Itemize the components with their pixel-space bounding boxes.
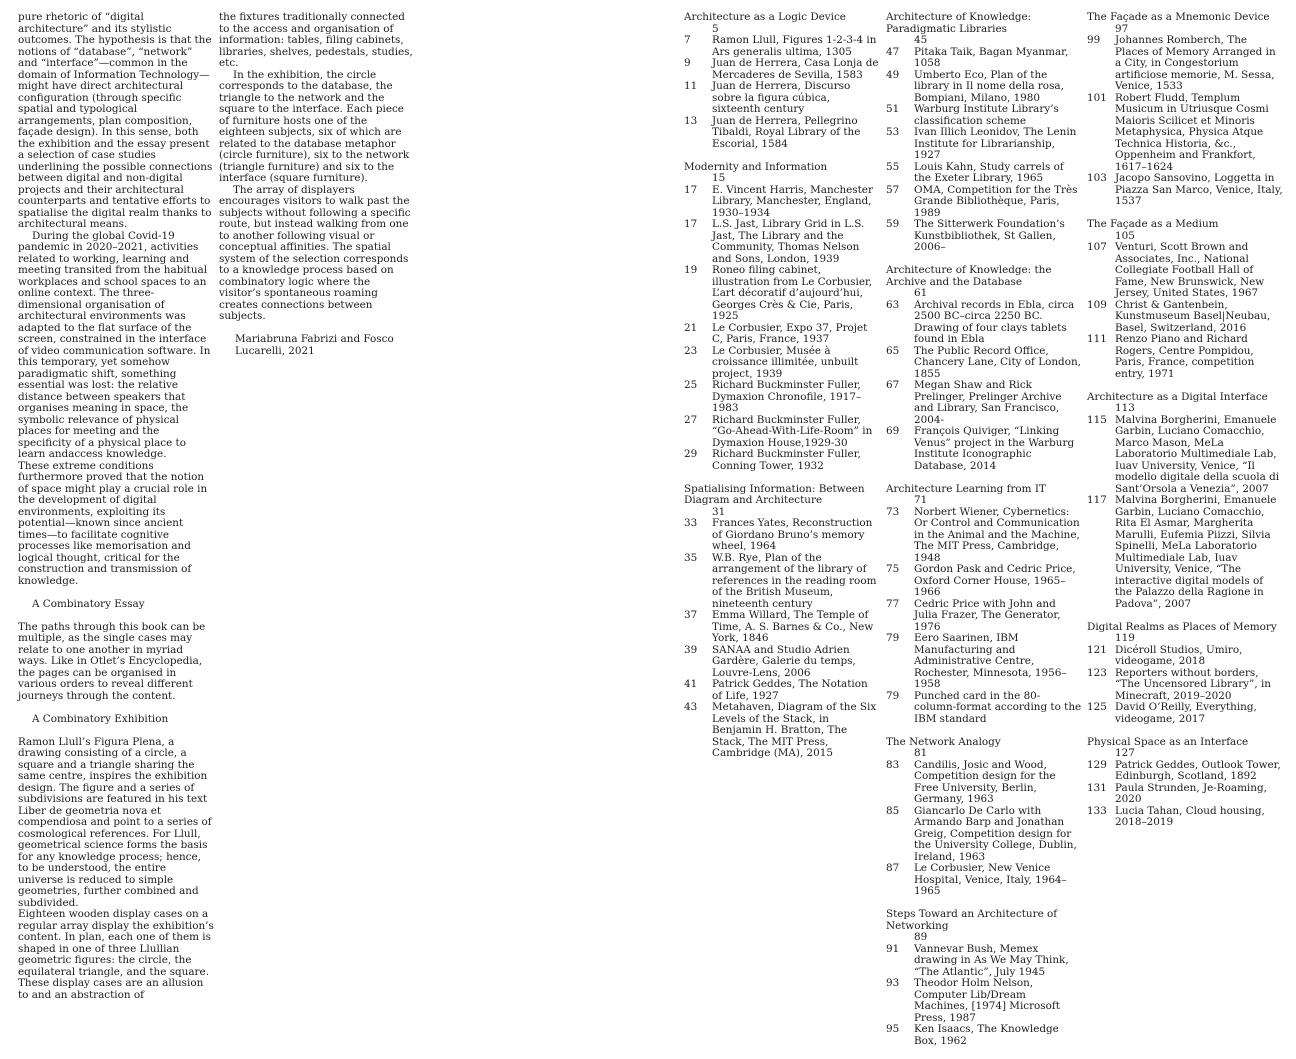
toc-entry-page: 73 — [886, 505, 900, 518]
toc-section — [886, 909, 1082, 1047]
toc-entry-page: 133 — [1087, 804, 1107, 817]
toc-entry-text: Le Corbusier, New Venice Hospital, Venice, Italy, 1964–1965 — [914, 862, 1067, 897]
toc-entry — [1087, 415, 1283, 496]
toc-entry-page: 39 — [684, 643, 698, 656]
toc-entry-text: Candilis, Josic and Wood, Competition design for the Free University, Berlin, Germany, 1963 — [914, 758, 1056, 805]
toc-entry — [1087, 760, 1283, 783]
toc-entry-page: 63 — [886, 298, 900, 311]
toc-entry — [886, 380, 1082, 426]
toc-section-title: Architecture as a Digital Interface — [1087, 390, 1268, 403]
toc-entry-page: 43 — [684, 701, 698, 713]
toc-entry-text: Archival records in Ebla, circa 2500 BC–circa 2250 BC. Drawing of four clays tablets found in Ebla — [914, 298, 1075, 345]
toc-entry — [684, 610, 880, 645]
toc-entry-text: Ken Isaacs, The Knowledge Box, 1962 — [914, 1023, 1059, 1047]
toc-entry-page: 83 — [886, 758, 900, 771]
toc-entry-page: 59 — [886, 218, 900, 230]
toc-entry — [684, 380, 880, 415]
toc-entry — [886, 219, 1082, 254]
toc-entry-text: François Quiviger, “Linking Venus” project in the Warburg Institute Iconographic Database, 2014 — [914, 425, 1075, 472]
toc-entry-page: 41 — [684, 678, 698, 690]
toc-entry-page: 21 — [684, 321, 698, 334]
toc-entry-text: Richard Buckminster Fuller, “Go-Ahead-With-Life-Room” in Dymaxion House,1929-30 — [712, 413, 873, 449]
toc-entry-text: E. Vincent Harris, Manchester Library, Manchester, England, 1930–1934 — [712, 183, 873, 219]
toc-entry-text: Le Corbusier, Musée à croissance illimitée, unbuilt project, 1939 — [712, 344, 859, 380]
toc-section — [886, 265, 1082, 472]
toc-entry-page: 131 — [1087, 781, 1107, 794]
toc-entry-page: 29 — [684, 448, 698, 460]
toc-entry-page: 17 — [684, 183, 698, 196]
essay-paragraph: the fixtures traditionally connected to the access and organisation of information: tables, filing cabinets, libraries, shelves, pedestals, studies, etc. — [219, 11, 413, 69]
toc-section-page: 89 — [914, 931, 928, 943]
toc-entry-text: Patrick Geddes, The Notation of Life, 1927 — [712, 678, 868, 702]
toc-entry — [886, 1024, 1082, 1047]
toc-entry — [886, 633, 1082, 691]
toc-entry — [684, 185, 880, 220]
toc-entry-text: Dicéroll Studios, Umiro, videogame, 2018 — [1115, 643, 1243, 667]
toc-entry-page: 53 — [886, 126, 900, 138]
toc-section-title: Modernity and Information — [684, 160, 828, 173]
toc-entry-page: 115 — [1087, 413, 1107, 426]
toc-entry — [1087, 242, 1283, 300]
toc-entry-page: 111 — [1087, 333, 1107, 345]
toc-entry-text: Frances Yates, Reconstruction of Giordano Bruno’s memory wheel, 1964 — [712, 517, 873, 552]
essay-column-1 — [18, 12, 214, 1001]
toc-section-page: 45 — [914, 34, 928, 46]
toc-entry — [1087, 783, 1283, 806]
essay-paragraph: These extreme conditions furthermore proved that the notion of space might play a crucial role in the development of digital environments, exploiting its potential—known since ancient times—to facilitate cognitive processes like memorisation and logical thought, critical for the construction and transmission of knowledge. — [18, 459, 208, 587]
toc-entry-page: 91 — [886, 942, 900, 955]
toc-entry-text: Le Corbusier, Expo 37, Projet C, Paris, France, 1937 — [712, 321, 868, 345]
toc-section-title: The Façade as a Mnemonic Device — [1087, 11, 1270, 23]
toc-entry-page: 11 — [684, 80, 698, 92]
toc-entry — [886, 863, 1082, 898]
toc-entry — [1087, 334, 1283, 380]
toc-entry-text: Pitaka Taik, Bagan Myanmar, 1058 — [914, 45, 1069, 69]
toc-entry-text: Jacopo Sansovino, Loggetta in Piazza San Marco, Venice, Italy, 1537 — [1115, 172, 1283, 207]
toc-entry-page: 123 — [1087, 666, 1107, 679]
essay-column-2 — [219, 12, 415, 357]
toc-entry-text: The Sitterwerk Foundation’s Kunstbibliothek, St Gallen, 2006– — [914, 218, 1065, 253]
toc-entry-page: 99 — [1087, 34, 1101, 46]
toc-entry-page: 19 — [684, 264, 698, 276]
toc-entry-text: W.B. Rye, Plan of the arrangement of the library of references in the reading room of the British Museum, nineteenth century — [712, 551, 877, 610]
toc-section-title: The Façade as a Medium — [1087, 218, 1219, 230]
toc-entry — [684, 219, 880, 265]
toc-entry-text: Ramon Llull, Figures 1-2-3-4 in Ars generalis ultima, 1305 — [712, 34, 877, 58]
toc-entry-text: Ivan Illich Leonidov, The Lenin Institute for Librarianship, 1927 — [914, 126, 1077, 161]
toc-entry-text: Paula Strunden, Je-Roaming, 2020 — [1115, 781, 1267, 805]
toc-section-title: Architecture Learning from IT — [886, 482, 1046, 495]
essay-paragraph: During the global Covid-19 pandemic in 2020–2021, activities related to working, learning and meeting transited from the habitual workplaces and school spaces to an online context. The three-dimensional organisation of architectural environments was adapted to the flat surface of the screen, constrained in the interface of video communication software. In this temporary, yet somehow paradigmatic shift, something essential was lost: the relative distance between speakers that organises meaning in space, the symbolic relevance of physical places for meeting and the specificity of a physical place to learn andaccess knowledge. — [18, 229, 211, 460]
essay-paragraph: The paths through this book can be multiple, as the single cases may relate to one another in myriad ways. Like in Otlet’s Encyclopedia, the pages can be organised in various orders to reveal different journeys through the content. — [18, 620, 206, 702]
toc-entry-page: 27 — [684, 413, 698, 426]
toc-section — [684, 484, 880, 760]
toc-entry — [886, 760, 1082, 806]
section-heading: A Combinatory Exhibition — [32, 712, 169, 725]
toc-entry — [886, 300, 1082, 346]
toc-entry-text: Lucia Tahan, Cloud housing, 2018–2019 — [1115, 804, 1265, 828]
toc-entry-text: Metahaven, Diagram of the Six Levels of the Stack, in Benjamin H. Bratton, The Stack, The MIT Press, Cambridge (MA), 2015 — [712, 701, 877, 759]
toc-entry — [1087, 300, 1283, 335]
toc-entry-page: 75 — [886, 563, 900, 575]
toc-entry-text: The Public Record Office, Chancery Lane, City of London, 1855 — [914, 344, 1081, 380]
toc-entry-text: Louis Kahn, Study carrels of the Exeter Library, 1965 — [914, 160, 1064, 184]
toc-entry — [886, 564, 1082, 599]
toc-section-title: Digital Realms as Places of Memory — [1087, 620, 1277, 633]
toc-entry-page: 125 — [1087, 701, 1107, 713]
toc-section-page: 5 — [712, 22, 719, 35]
toc-section-title: The Network Analogy — [886, 735, 1001, 748]
toc-section-page: 97 — [1115, 22, 1129, 35]
toc-column-2 — [886, 12, 1082, 1059]
essay-paragraph: In the exhibition, the circle corresponds to the database, the triangle to the network and the square to the interface. Each piece of furniture hosts one of the eighteen subjects, six of which are related to the database metaphor (circle furniture), six to the network (triangle furniture) and six to the interface (square furniture). — [219, 68, 410, 184]
toc-entry-page: 79 — [886, 689, 900, 702]
toc-entry — [1087, 702, 1283, 725]
toc-entry-page: 67 — [886, 379, 900, 391]
toc-entry-page: 51 — [886, 103, 900, 115]
toc-entry-text: Christ & Gantenbein, Kunstmuseum Basel|Neubau, Basel, Switzerland, 2016 — [1115, 298, 1271, 334]
toc-entry — [684, 553, 880, 611]
toc-entry-text: Eero Saarinen, IBM Manufacturing and Administrative Centre, Rochester, Minnesota, 1956–1958 — [914, 632, 1067, 690]
toc-entry-text: Norbert Wiener, Cybernetics: Or Control and Communication in the Animal and the Machine, The MIT Press, Cambridge, 1948 — [914, 505, 1080, 564]
toc-entry — [886, 127, 1082, 162]
toc-section-page: 119 — [1115, 632, 1135, 644]
toc-section-page: 71 — [914, 494, 928, 506]
toc-entry — [684, 116, 880, 151]
toc-entry-page: 101 — [1087, 91, 1107, 104]
toc-entry — [886, 104, 1082, 127]
toc-entry-text: Reporters without borders, “The Uncensored Library”, in Minecraft, 2019–2020 — [1115, 666, 1271, 702]
toc-section — [886, 484, 1082, 726]
toc-entry-text: L.S. Jast, Library Grid in L.S. Jast, The Library and the Community, Thomas Nelson and Sons, London, 1939 — [712, 218, 865, 265]
toc-entry — [684, 679, 880, 702]
toc-entry-text: Richard Buckminster Fuller, Conning Tower, 1932 — [712, 448, 861, 472]
toc-entry-text: Malvina Borgherini, Emanuele Garbin, Luciano Comacchio, Marco Mason, MeLa Laboratorio Multimediale Lab, Iuav University, Venice, “Il modello digitale della scuola di Sant’Orsola a Venezia”, 2007 — [1115, 413, 1280, 495]
toc-section-page: 31 — [712, 505, 726, 518]
toc-entry-text: Gordon Pask and Cedric Price, Oxford Corner House, 1965–1966 — [914, 563, 1076, 598]
toc-entry-page: 95 — [886, 1023, 900, 1035]
toc-entry-page: 17 — [684, 218, 698, 230]
toc-entry-text: Umberto Eco, Plan of the library in Il nome della rosa, Bompiani, Milano, 1980 — [914, 68, 1064, 104]
section-heading: A Combinatory Essay — [32, 597, 145, 610]
toc-entry — [1087, 35, 1283, 93]
toc-entry-page: 13 — [684, 114, 698, 127]
toc-entry-text: Juan de Herrera, Casa Lonja de Mercaderes de Sevilla, 1583 — [712, 57, 879, 81]
toc-entry-text: Renzo Piano and Richard Rogers, Centre Pompidou, Paris, France, competition entry, 1971 — [1115, 333, 1255, 380]
toc-entry — [684, 415, 880, 450]
toc-section-page: 105 — [1115, 229, 1135, 242]
toc-section — [1087, 622, 1283, 726]
toc-section — [684, 12, 880, 150]
toc-section — [1087, 737, 1283, 829]
toc-entry-page: 85 — [886, 804, 900, 817]
essay-paragraph: Ramon Llull’s Figura Plena, a drawing consisting of a circle, a square and a triangle sharing the same centre, inspires the exhibition design. The figure and a series of subdivisions are featured in his text Liber de geometria nova et compendiosa and point to a series of cosmological references. For Llull, geometrical science forms the basis for any knowledge process; hence, to be understood, the entire universe is reduced to simple geometries, further combined and subdivided. — [18, 735, 212, 909]
toc-section-title: Physical Space as an Interface — [1087, 735, 1249, 748]
toc-entry — [886, 426, 1082, 472]
toc-entry — [886, 185, 1082, 220]
toc-section — [1087, 392, 1283, 611]
toc-entry-page: 49 — [886, 68, 900, 81]
toc-column-1 — [684, 12, 880, 771]
toc-entry-text: David O’Reilly, Everything, videogame, 2017 — [1115, 701, 1257, 725]
signature: Mariabruna Fabrizi and Fosco Lucarelli, 2021 — [235, 333, 394, 357]
toc-entry — [684, 645, 880, 680]
toc-entry — [886, 806, 1082, 864]
toc-section-page: 15 — [712, 172, 726, 184]
toc-entry — [684, 449, 880, 472]
toc-entry-text: Patrick Geddes, Outlook Tower, Edinburgh, Scotland, 1892 — [1115, 758, 1281, 782]
toc-entry-text: Punched card in the 80-column-format according to the IBM standard — [914, 689, 1082, 725]
toc-entry-text: Venturi, Scott Brown and Associates, Inc., National Collegiate Football Hall of Fame, New Brunswick, New Jersey, United States, 1967 — [1115, 241, 1265, 299]
essay-paragraph: pure rhetoric of “digital architecture” and its stylistic outcomes. The hypothesis is that the notions of “database”, “network” and “interface”—common in the domain of Information Technology—might have direct architectural configuration (through specific spatial and typological arrangements, plan composition, façade design). In this sense, both the exhibition and the essay present a selection of case studies underlining the possible connections between digital and non-digital projects and their architectural counterparts and tentative efforts to spatialise the digital realm thanks to architectural means. — [18, 11, 213, 230]
toc-entry — [886, 599, 1082, 634]
toc-entry-text: Megan Shaw and Rick Prelinger, Prelinger Archive and Library, San Francisco, 2004- — [914, 379, 1062, 426]
toc-entry — [684, 702, 880, 760]
toc-entry-page: 57 — [886, 183, 900, 196]
toc-entry — [684, 346, 880, 381]
toc-entry-page: 25 — [684, 379, 698, 391]
toc-entry — [886, 162, 1082, 185]
toc-entry-text: Malvina Borgherini, Emanuele Garbin, Luciano Comacchio, Rita El Asmar, Margherita Marulli, Eufemia Piizzi, Silvia Spinelli, MeLa Laboratorio Multimediale Lab, Iuav University, Venice, “The interactive digital models of the Palazzo della Ragione in Padova”, 2007 — [1115, 494, 1277, 610]
toc-entry-page: 69 — [886, 425, 900, 437]
toc-entry-page: 23 — [684, 344, 698, 357]
toc-entry-text: Juan de Herrera, Pellegrino Tibaldi, Royal Library of the Escorial, 1584 — [712, 114, 861, 150]
toc-entry-text: Roneo filing cabinet, illustration from Le Corbusier, L’art décoratif d’aujourd’hui, Georges Crès & Cie, Paris, 1925 — [712, 264, 873, 322]
toc-entry-page: 107 — [1087, 241, 1107, 253]
toc-entry-text: SANAA and Studio Adrien Gardère, Galerie du temps, Louvre-Lens, 2006 — [712, 643, 856, 679]
toc-entry — [684, 518, 880, 553]
toc-entry — [886, 47, 1082, 70]
toc-entry — [886, 70, 1082, 105]
toc-entry-page: 129 — [1087, 758, 1107, 771]
toc-section — [886, 12, 1082, 254]
toc-entry-text: Warburg Institute Library’s classification scheme — [914, 103, 1059, 127]
toc-entry-page: 109 — [1087, 298, 1107, 311]
toc-section — [1087, 219, 1283, 380]
toc-entry — [1087, 173, 1283, 208]
toc-entry-text: Juan de Herrera, Discurso sobre la figura cúbica, sixteenth century — [712, 80, 851, 115]
toc-entry-page: 103 — [1087, 172, 1107, 184]
toc-entry-page: 65 — [886, 344, 900, 357]
toc-entry-text: Vannevar Bush, Memex drawing in As We May Think, “The Atlantic”, July 1945 — [914, 942, 1069, 978]
toc-entry — [1087, 668, 1283, 703]
toc-entry-page: 117 — [1087, 494, 1107, 506]
toc-entry — [1087, 93, 1283, 174]
toc-entry-text: Cedric Price with John and Julia Frazer, The Generator, 1976 — [914, 597, 1061, 633]
toc-entry — [886, 691, 1082, 726]
toc-section — [886, 737, 1082, 898]
toc-entry — [684, 265, 880, 323]
toc-column-3 — [1087, 12, 1283, 840]
toc-section-title: Architecture as a Logic Device — [684, 11, 846, 23]
toc-entry-text: Johannes Romberch, The Places of Memory Arranged in a City, in Congestorium artificiose memorie, M. Sessa, Venice, 1533 — [1115, 34, 1276, 92]
toc-entry-page: 7 — [684, 34, 691, 46]
toc-section-title: Spatialising Information: Between Diagram and Architecture — [684, 482, 865, 506]
toc-entry — [684, 323, 880, 346]
toc-entry-page: 77 — [886, 597, 900, 610]
toc-entry-text: Emma Willard, The Temple of Time, A. S. Barnes & Co., New York, 1846 — [712, 609, 874, 644]
essay-paragraph: The array of displayers encourages visitors to walk past the subjects without following a specific route, but instead walking from one to another following visual or conceptual affinities. The spatial system of the selection corresponds to a knowledge process based on combinatory logic where the visitor’s spontaneous roaming creates connections between subjects. — [219, 183, 411, 322]
toc-entry-text: Richard Buckminster Fuller, Dymaxion Chronofile, 1917–1983 — [712, 379, 862, 414]
toc-entry — [1087, 645, 1283, 668]
toc-entry — [684, 35, 880, 58]
toc-entry — [886, 978, 1082, 1024]
toc-entry — [886, 346, 1082, 381]
toc-entry-text: OMA, Competition for the Très Grande Bibliothèque, Paris, 1989 — [914, 183, 1078, 219]
toc-entry-page: 47 — [886, 45, 900, 58]
toc-entry-page: 87 — [886, 862, 900, 874]
toc-entry — [1087, 495, 1283, 610]
toc-entry — [684, 81, 880, 116]
toc-section-page: 81 — [914, 747, 928, 759]
toc-entry-text: Robert Fludd, Templum Musicum in Utriusque Cosmi Maioris Scilicet et Minoris Metaphysica, Physica Atque Technica Historia, &c., Oppenheim and Frankfort, 1617–1624 — [1115, 91, 1269, 173]
toc-entry-page: 33 — [684, 517, 698, 529]
toc-entry-text: Giancarlo De Carlo with Armando Barp and Jonathan Greig, Competition design for the University College, Dublin, Ireland, 1963 — [914, 804, 1077, 863]
toc-entry-page: 93 — [886, 977, 900, 989]
toc-entry-page: 121 — [1087, 643, 1107, 656]
toc-entry-page: 35 — [684, 551, 698, 564]
toc-section-page: 127 — [1115, 747, 1135, 759]
toc-entry-page: 37 — [684, 609, 698, 621]
toc-section-title: Steps Toward an Architecture of Networking — [886, 908, 1058, 932]
toc-entry-text: Theodor Holm Nelson, Computer Lib/Dream Machines, [1974] Microsoft Press, 1987 — [914, 977, 1060, 1024]
toc-section-title: Architecture of Knowledge: Paradigmatic Libraries — [886, 11, 1032, 35]
toc-section — [684, 162, 880, 473]
essay-paragraph: Eighteen wooden display cases on a regular array display the exhibition’s content. In plan, each one of them is shaped in one of three Llullian geometric figures: the circle, the equilateral triangle, and the square. These display cases are an allusion to and an abstraction of — [18, 908, 214, 1001]
toc-entry — [886, 944, 1082, 979]
toc-entry-page: 9 — [684, 57, 691, 69]
toc-section-page: 113 — [1115, 402, 1135, 414]
toc-entry-page: 55 — [886, 160, 900, 173]
toc-entry — [1087, 806, 1283, 829]
toc-section-page: 61 — [914, 287, 928, 299]
toc-entry — [886, 507, 1082, 565]
toc-section — [1087, 12, 1283, 208]
toc-entry — [684, 58, 880, 81]
toc-entry-page: 79 — [886, 632, 900, 644]
toc-section-title: Architecture of Knowledge: the Archive and the Database — [886, 264, 1052, 288]
